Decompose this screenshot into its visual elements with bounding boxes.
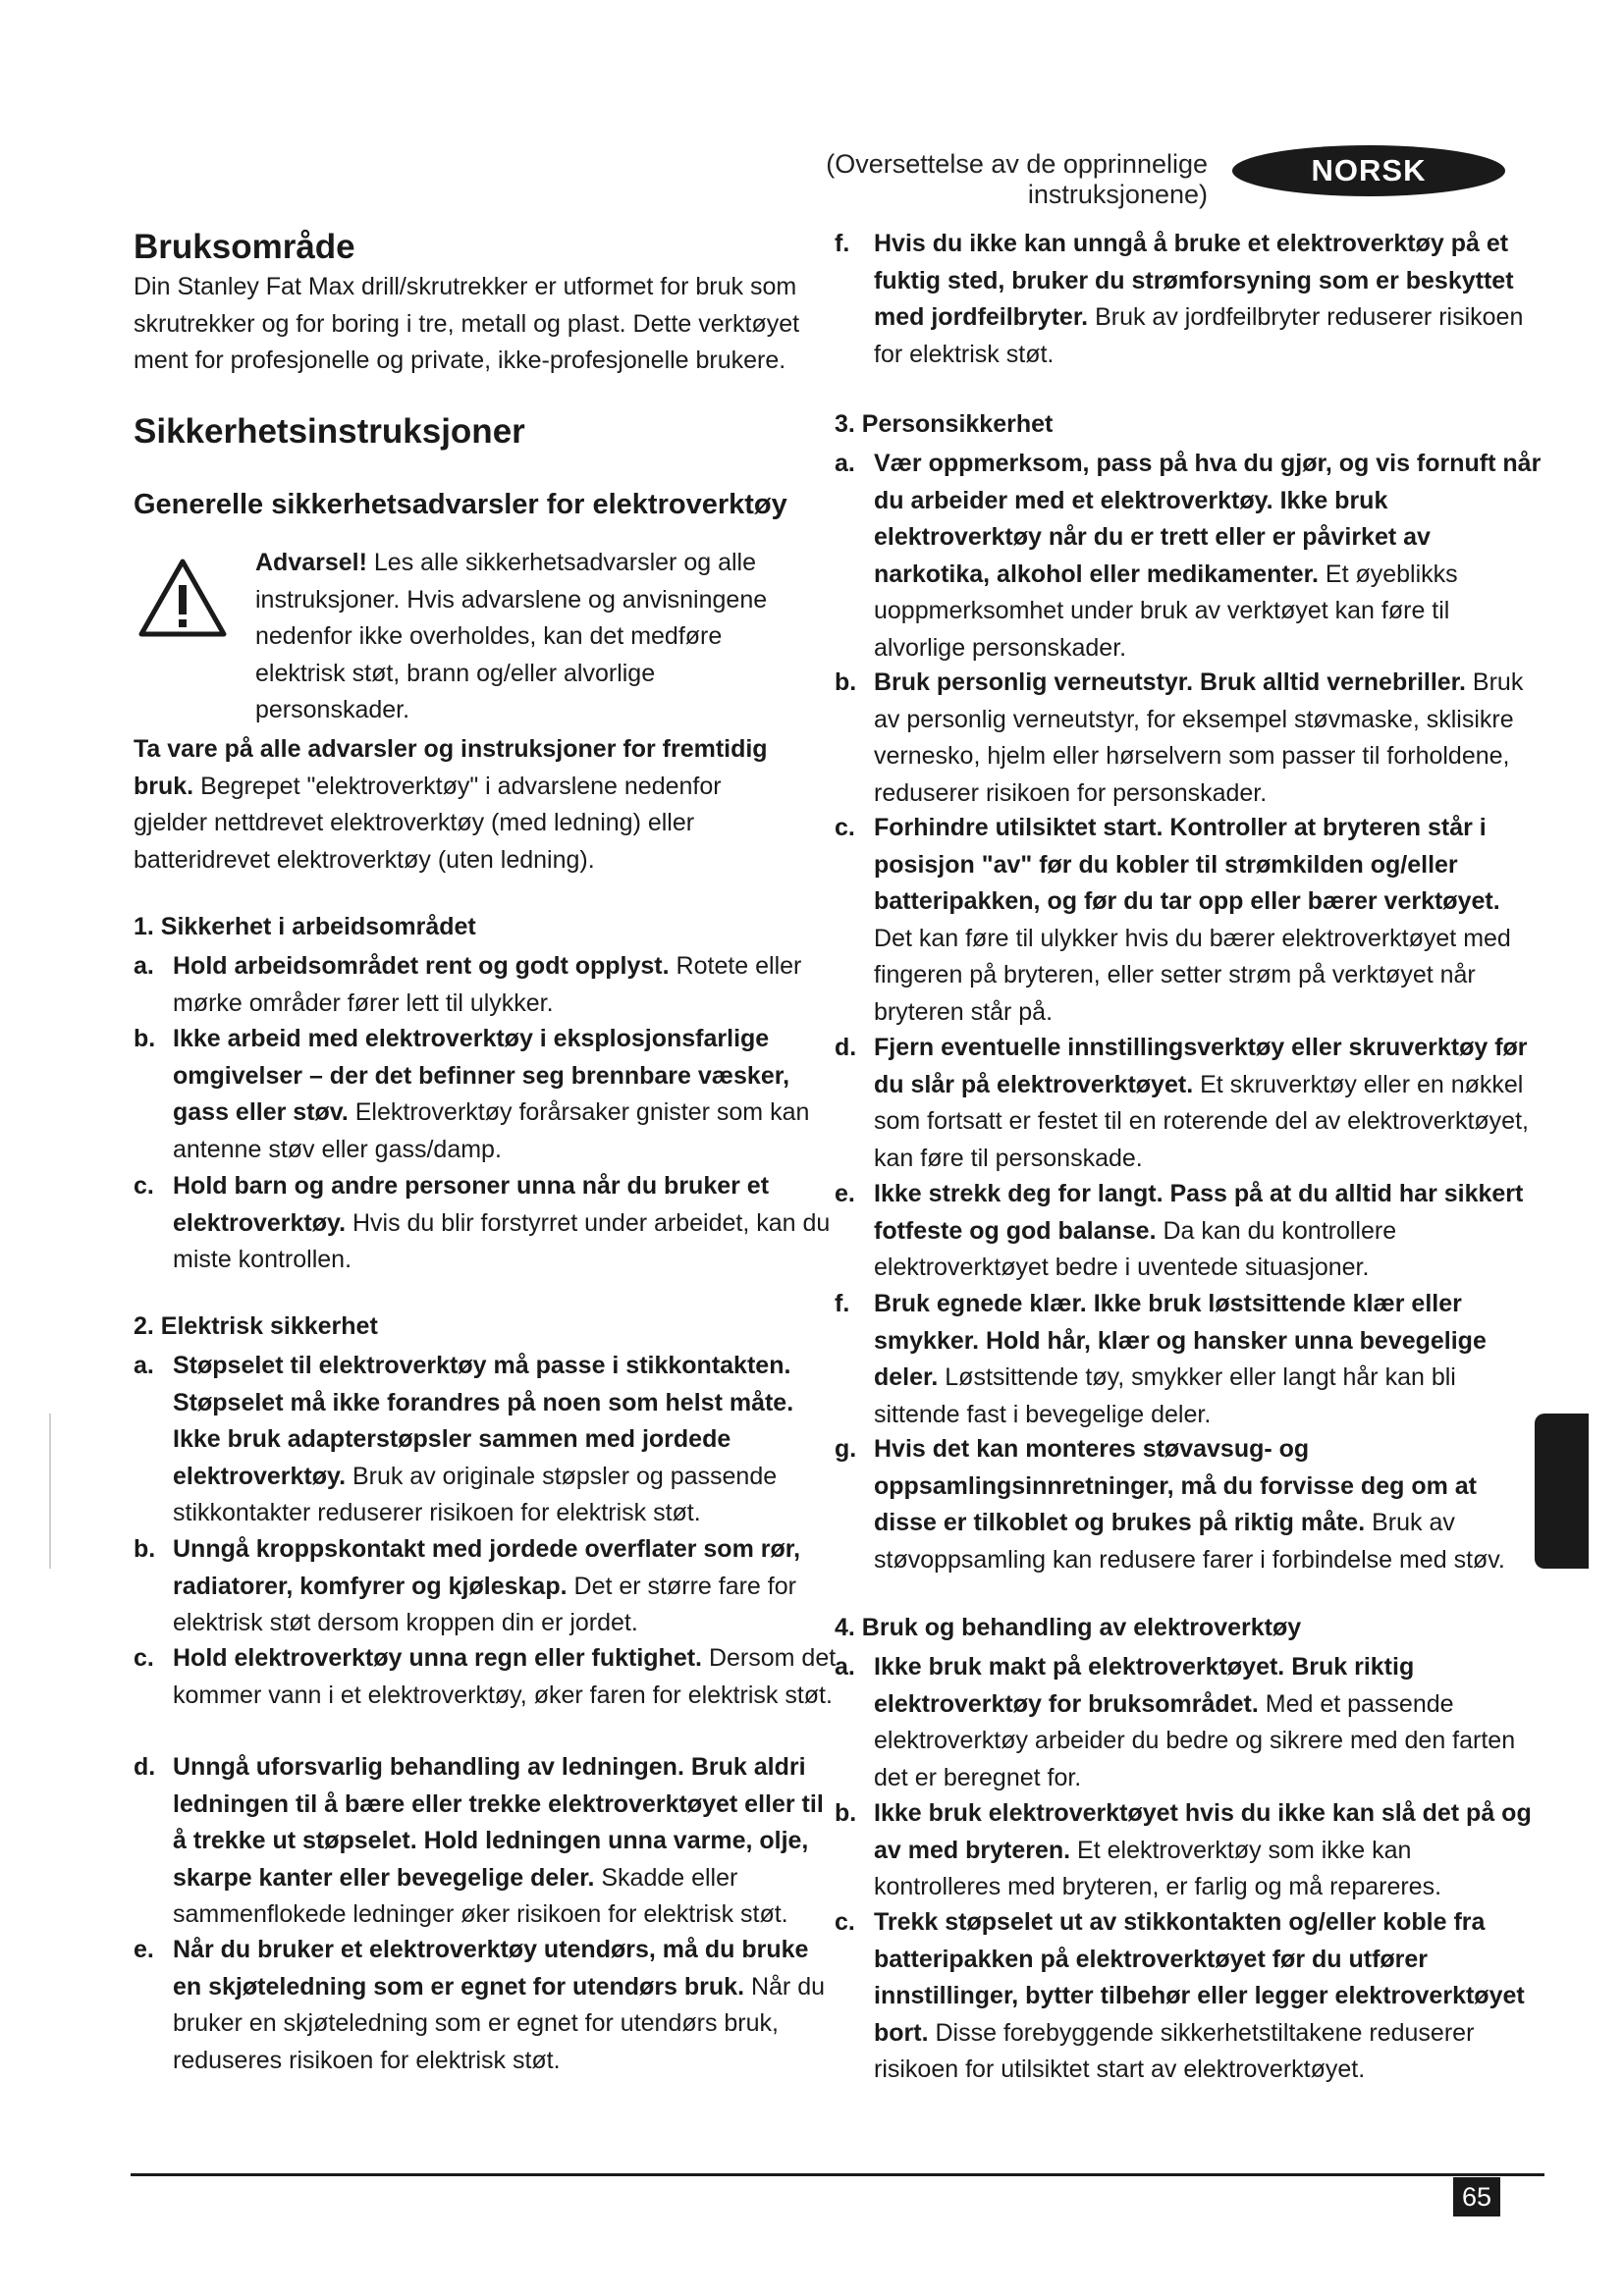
item-label: c.: [835, 1908, 855, 1936]
section-2-item-e: [134, 1932, 840, 2079]
item-text: Dersom det kommer vann i et elektroverktøy, øker faren for elektrisk støt.: [173, 1644, 837, 1709]
keep-instructions: [134, 731, 801, 879]
item-label: f.: [835, 230, 850, 257]
footer-rule: [131, 2173, 1544, 2176]
safety-title: Sikkerhetsinstruksjoner: [134, 412, 525, 451]
item-text: Når du bruker en skjøteledning som er egnet for utendørs bruk, reduseres risikoen for elektrisk støt.: [173, 1972, 826, 2074]
item-label: g.: [835, 1435, 857, 1463]
section-2-item-a: [134, 1348, 840, 1532]
section-3-item-d: [835, 1030, 1542, 1177]
header-note: (Oversettelse av de opprinnelige instruksjonene): [826, 149, 1208, 209]
item-bold: Ikke bruk elektroverktøyet hvis du ikke kan slå det på og av med bryteren.: [874, 1799, 1532, 1864]
section-3-item-b: [835, 665, 1542, 812]
section-3-item-a: [835, 446, 1542, 667]
language-badge: NORSK: [1232, 145, 1505, 196]
item-bold: Unngå kroppskontakt med jordede overflater som rør, radiatorer, komfyrer og kjøleskap.: [173, 1535, 801, 1600]
language-side-tab: [1535, 1414, 1589, 1569]
item-bold: Bruk egnede klær. Ikke bruk løstsittende klær eller smykker. Hold hår, klær og hansker unna bevegelige deler.: [874, 1290, 1487, 1391]
item-text: Da kan du kontrollere elektroverktøyet bedre i uventede situasjoner.: [874, 1216, 1397, 1281]
item-bold: Hold barn og andre personer unna når du bruker et elektroverktøy.: [173, 1172, 770, 1237]
item-text: Løstsittende tøy, smykker eller langt hår kan bli sittende fast i bevegelige deler.: [874, 1363, 1456, 1428]
item-text: Rotete eller mørke områder fører lett til ulykker.: [173, 952, 802, 1017]
item-text: Bruk av jordfeilbryter reduserer risikoen for elektrisk støt.: [874, 303, 1524, 368]
item-bold: Fjern eventuelle innstillingsverktøy eller skruverktøy før du slår på elektroverktøyet.: [874, 1034, 1528, 1098]
section-3-title: 3. Personsikkerhet: [835, 410, 1054, 438]
section-2-item-f: [835, 226, 1542, 373]
item-text: Med et passende elektroverktøy arbeider du bedre og sikrere med den farten det er beregnet for.: [874, 1689, 1516, 1791]
item-label: e.: [835, 1180, 855, 1207]
section-4-item-b: [835, 1795, 1542, 1906]
item-text: Et øyeblikks uoppmerksomhet under bruk av verktøyet kan føre til alvorlige personskader.: [874, 560, 1458, 662]
keep-instructions-text: Begrepet "elektroverktøy" i advarslene nedenfor gjelder nettdrevet elektroverktøy (med ledning) eller batteridrevet elektroverktøy (uten ledning).: [134, 772, 722, 874]
section-2-item-c: [134, 1640, 840, 1714]
item-label: a.: [835, 1653, 855, 1681]
section-4-title: 4. Bruk og behandling av elektroverktøy: [835, 1614, 1302, 1641]
item-label: f.: [835, 1290, 850, 1317]
item-text: Bruk av originale støpsler og passende stikkontakter reduserer risikoen for elektrisk støt.: [173, 1462, 778, 1526]
page-number: 65: [1453, 2177, 1500, 2216]
item-label: c.: [835, 814, 855, 841]
item-label: b.: [134, 1535, 156, 1563]
margin-line: [49, 1414, 51, 1569]
item-bold: Forhindre utilsiktet start. Kontroller at bryteren står i posisjon "av" før du kobler til strømkilden og/eller batteripakken, og før du tar opp eller bærer verktøyet.: [874, 814, 1500, 915]
item-label: b.: [134, 1025, 156, 1052]
item-text: Elektroverktøy forårsaker gnister som kan antenne støv eller gass/damp.: [173, 1098, 810, 1163]
section-3-item-f: [835, 1286, 1542, 1433]
item-bold: Bruk personlig verneutstyr. Bruk alltid vernebriller.: [874, 668, 1466, 696]
item-label: c.: [134, 1644, 154, 1672]
item-bold: Unngå uforsvarlig behandling av ledningen. Bruk aldri ledningen til å bære eller trekke elektroverktøyet eller til å trekke ut støpselet. Hold ledningen unna varme, olje, skarpe kanter eller bevegelige deler.: [173, 1753, 824, 1892]
item-bold: Hvis du ikke kan unngå å bruke et elektroverktøy på et fuktig sted, bruker du strømforsyning som er beskyttet med jordfeilbryter.: [874, 230, 1514, 331]
section-1-item-a: [134, 948, 840, 1022]
section-4-item-c: [835, 1904, 1542, 2089]
item-text: Hvis du blir forstyrret under arbeidet, kan du miste kontrollen.: [173, 1208, 831, 1273]
item-text: Det er større fare for elektrisk støt dersom kroppen din er jordet.: [173, 1572, 796, 1636]
item-bold: Ikke strekk deg for langt. Pass på at du alltid har sikkert fotfeste og god balanse.: [874, 1180, 1524, 1245]
item-text: Et elektroverktøy som ikke kan kontrolleres med bryteren, er farlig og må repareres.: [874, 1836, 1442, 1900]
section-3-item-e: [835, 1176, 1542, 1287]
item-bold: Ikke arbeid med elektroverktøy i eksplosjonsfarlige omgivelser – der det befinner seg brennbare væsker, gass eller støv.: [173, 1025, 790, 1126]
item-label: c.: [134, 1172, 154, 1200]
item-text: Det kan føre til ulykker hvis du bærer elektroverktøyet med fingeren på bryteren, eller setter strøm på verktøyet når bryteren står på.: [874, 924, 1511, 1026]
item-label: e.: [134, 1936, 154, 1963]
warning-text: [255, 545, 785, 729]
section-2-item-d: [134, 1749, 840, 1934]
section-2-item-b: [134, 1531, 840, 1642]
item-bold: Hvis det kan monteres støvavsug- og oppsamlingsinnretninger, må du forvisse deg om at disse er tilkoblet og brukes på riktig måte.: [874, 1435, 1478, 1536]
warning-label: Advarsel!: [255, 549, 367, 576]
general-warnings-title: Generelle sikkerhetsadvarsler for elektroverktøy: [134, 489, 787, 520]
section-2-title: 2. Elektrisk sikkerhet: [134, 1312, 378, 1340]
item-text: Et skruverktøy eller en nøkkel som fortsatt er festet til en roterende del av elektroverktøyet, kan føre til personskade.: [874, 1070, 1529, 1172]
intended-use-title: Bruksområde: [134, 228, 355, 266]
item-bold: Ikke bruk makt på elektroverktøyet. Bruk riktig elektroverktøy for bruksområdet.: [874, 1653, 1415, 1718]
item-text: Skadde eller sammenflokede ledninger øker risikoen for elektrisk støt.: [173, 1863, 788, 1928]
keep-instructions-bold: Ta vare på alle advarsler og instruksjoner for fremtidig bruk.: [134, 735, 768, 800]
warning-icon: [137, 558, 228, 638]
item-label: a.: [134, 1352, 154, 1379]
item-bold: Hold arbeidsområdet rent og godt opplyst.: [173, 952, 670, 980]
item-bold: Når du bruker et elektroverktøy utendørs, må du bruke en skjøteledning som er egnet for utendørs bruk.: [173, 1936, 809, 2001]
item-bold: Trekk støpselet ut av stikkontakten og/eller koble fra batteripakken på elektroverktøyet før du utfører innstillinger, bytter tilbehør eller legger elektroverktøyet bort.: [874, 1908, 1525, 2047]
warning-body: Les alle sikkerhetsadvarsler og alle instruksjoner. Hvis advarslene og anvisningene nedenfor ikke overholdes, kan det medføre elektrisk støt, brann og/eller alvorlige personskader.: [255, 549, 768, 723]
item-label: b.: [835, 1799, 857, 1827]
item-bold: Støpselet til elektroverktøy må passe i stikkontakten. Støpselet må ikke forandres på noen som helst måte. Ikke bruk adapterstøpsler sammen med jordede elektroverktøy.: [173, 1352, 794, 1490]
item-bold: Hold elektroverktøy unna regn eller fuktighet.: [173, 1644, 703, 1672]
item-label: a.: [835, 450, 855, 477]
item-text: Bruk av personlig verneutstyr, for eksempel støvmaske, sklisikre vernesko, hjelm eller hørselvern som passer til forholdene, reduserer risikoen for personskader.: [874, 668, 1524, 807]
section-4-item-a: [835, 1649, 1542, 1796]
section-3-item-c: [835, 810, 1542, 1031]
section-1-item-c: [134, 1168, 840, 1279]
item-label: b.: [835, 668, 857, 696]
item-bold: Vær oppmerksom, pass på hva du gjør, og vis fornuft når du arbeider med et elektroverktøy. Ikke bruk elektroverktøy når du er trett eller er påvirket av narkotika, alkohol eller medikamenter.: [874, 450, 1542, 588]
section-1-title: 1. Sikkerhet i arbeidsområdet: [134, 913, 476, 940]
item-label: d.: [835, 1034, 857, 1061]
item-label: a.: [134, 952, 154, 980]
item-label: d.: [134, 1753, 156, 1781]
intended-use-text: Din Stanley Fat Max drill/skrutrekker er utformet for bruk som skrutrekker og for boring i tre, metall og plast. Dette verktøyet ment for profesjonelle og private, ikke-profesjonelle brukere.: [134, 273, 800, 374]
section-1-item-b: [134, 1021, 840, 1168]
section-3-item-g: [835, 1431, 1542, 1578]
item-text: Disse forebyggende sikkerhetstiltakene reduserer risikoen for utilsiktet start av elektroverktøyet.: [874, 2018, 1475, 2083]
item-text: Bruk av støvoppsamling kan redusere farer i forbindelse med støv.: [874, 1509, 1505, 1574]
